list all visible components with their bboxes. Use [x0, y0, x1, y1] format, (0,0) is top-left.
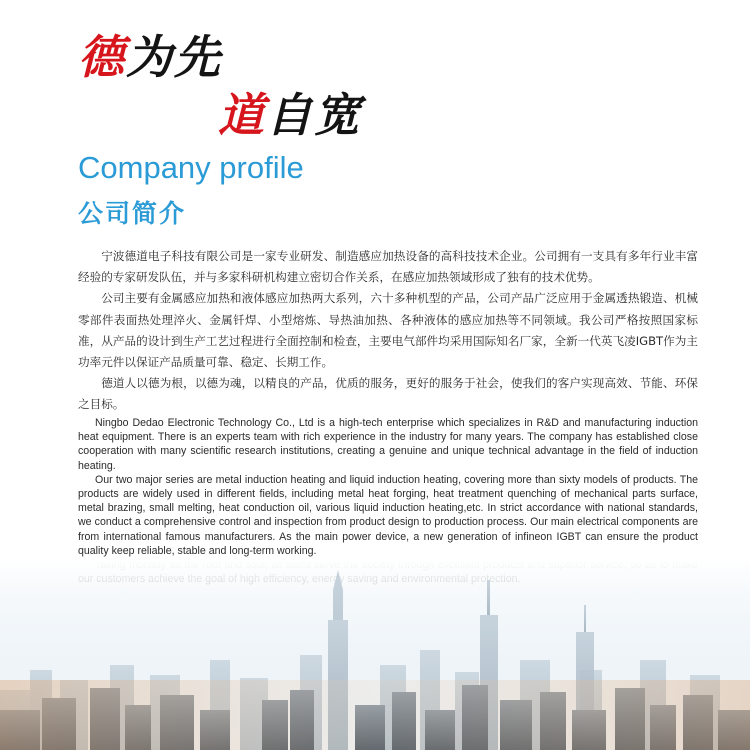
paragraph-cn-1: 宁波德道电子科技有限公司是一家专业研发、制造感应加热设备的高科技技术企业。公司拥有一支具有多年行业丰富经验的专家研发队伍，并与多家科研机构建立密切合作关系，在感应加热领域形成了独有的技术优势。 — [78, 249, 698, 285]
page-title-cn: 公司简介 — [78, 199, 187, 228]
slogan-line-2 — [218, 88, 362, 142]
slogan-line-2-black: 自宽 — [266, 88, 362, 142]
slogan-line-1-black: 为先 — [126, 30, 222, 84]
slogan-line-2-red: 道 — [218, 88, 266, 142]
paragraph-cn-3: 德道人以德为根，以德为魂，以精良的产品，优质的服务，更好的服务于社会，使我们的客户实现高效、节能、环保之目标。 — [78, 376, 698, 412]
paragraph-en-2: Our two major series are metal induction heating and liquid induction heating, covering more than sixty models of products. The products are widely used in different fields, including metal heat forging, heat treatment quenching of mechanical parts surface, metal brazing, small melting, heat conduction oil, various liquid induction heating,etc. In strict accordance with national standards, we conduct a comprehensive control and inspection from product design to production process. Our main electrical components are from international famous manufacturers. As the main power device, a new generation of infineon IGBT can ensure the product quality keep reliable, stable and long-term working. — [78, 473, 698, 557]
paragraph-cn-2: 公司主要有金属感应加热和液体感应加热两大系列，六十多种机型的产品，公司产品广泛应用于金属透热锻造、机械零部件表面热处理淬火、金属钎焊、小型熔炼、导热油加热、各种液体的感应加热等不同领域。我公司严格按照国家标准，从产品的设计到生产工艺过程进行全面控制和检查，主要电气部件均采用国际知名厂家，全新一代英飞凌IGBT作为主功率元件以保证产品质量可靠、稳定、长期工作。 — [78, 291, 698, 370]
slogan-line-1-red: 德 — [78, 30, 126, 84]
slogan-line-1 — [78, 30, 222, 84]
city-skyline-image — [0, 560, 750, 750]
body-text-chinese — [78, 246, 698, 416]
paragraph-en-1: Ningbo Dedao Electronic Technology Co., Ltd is a high-tech enterprise which specializes in R&D and manufacturing induction heat equipment. There is an experts team with rich experience in the industry for many years. The company has established close cooperation with many scientific research institutions, creating a genuine and unique technical advantage in the field of induction heating. — [78, 417, 698, 472]
page-title-en: Company profile — [78, 150, 304, 185]
